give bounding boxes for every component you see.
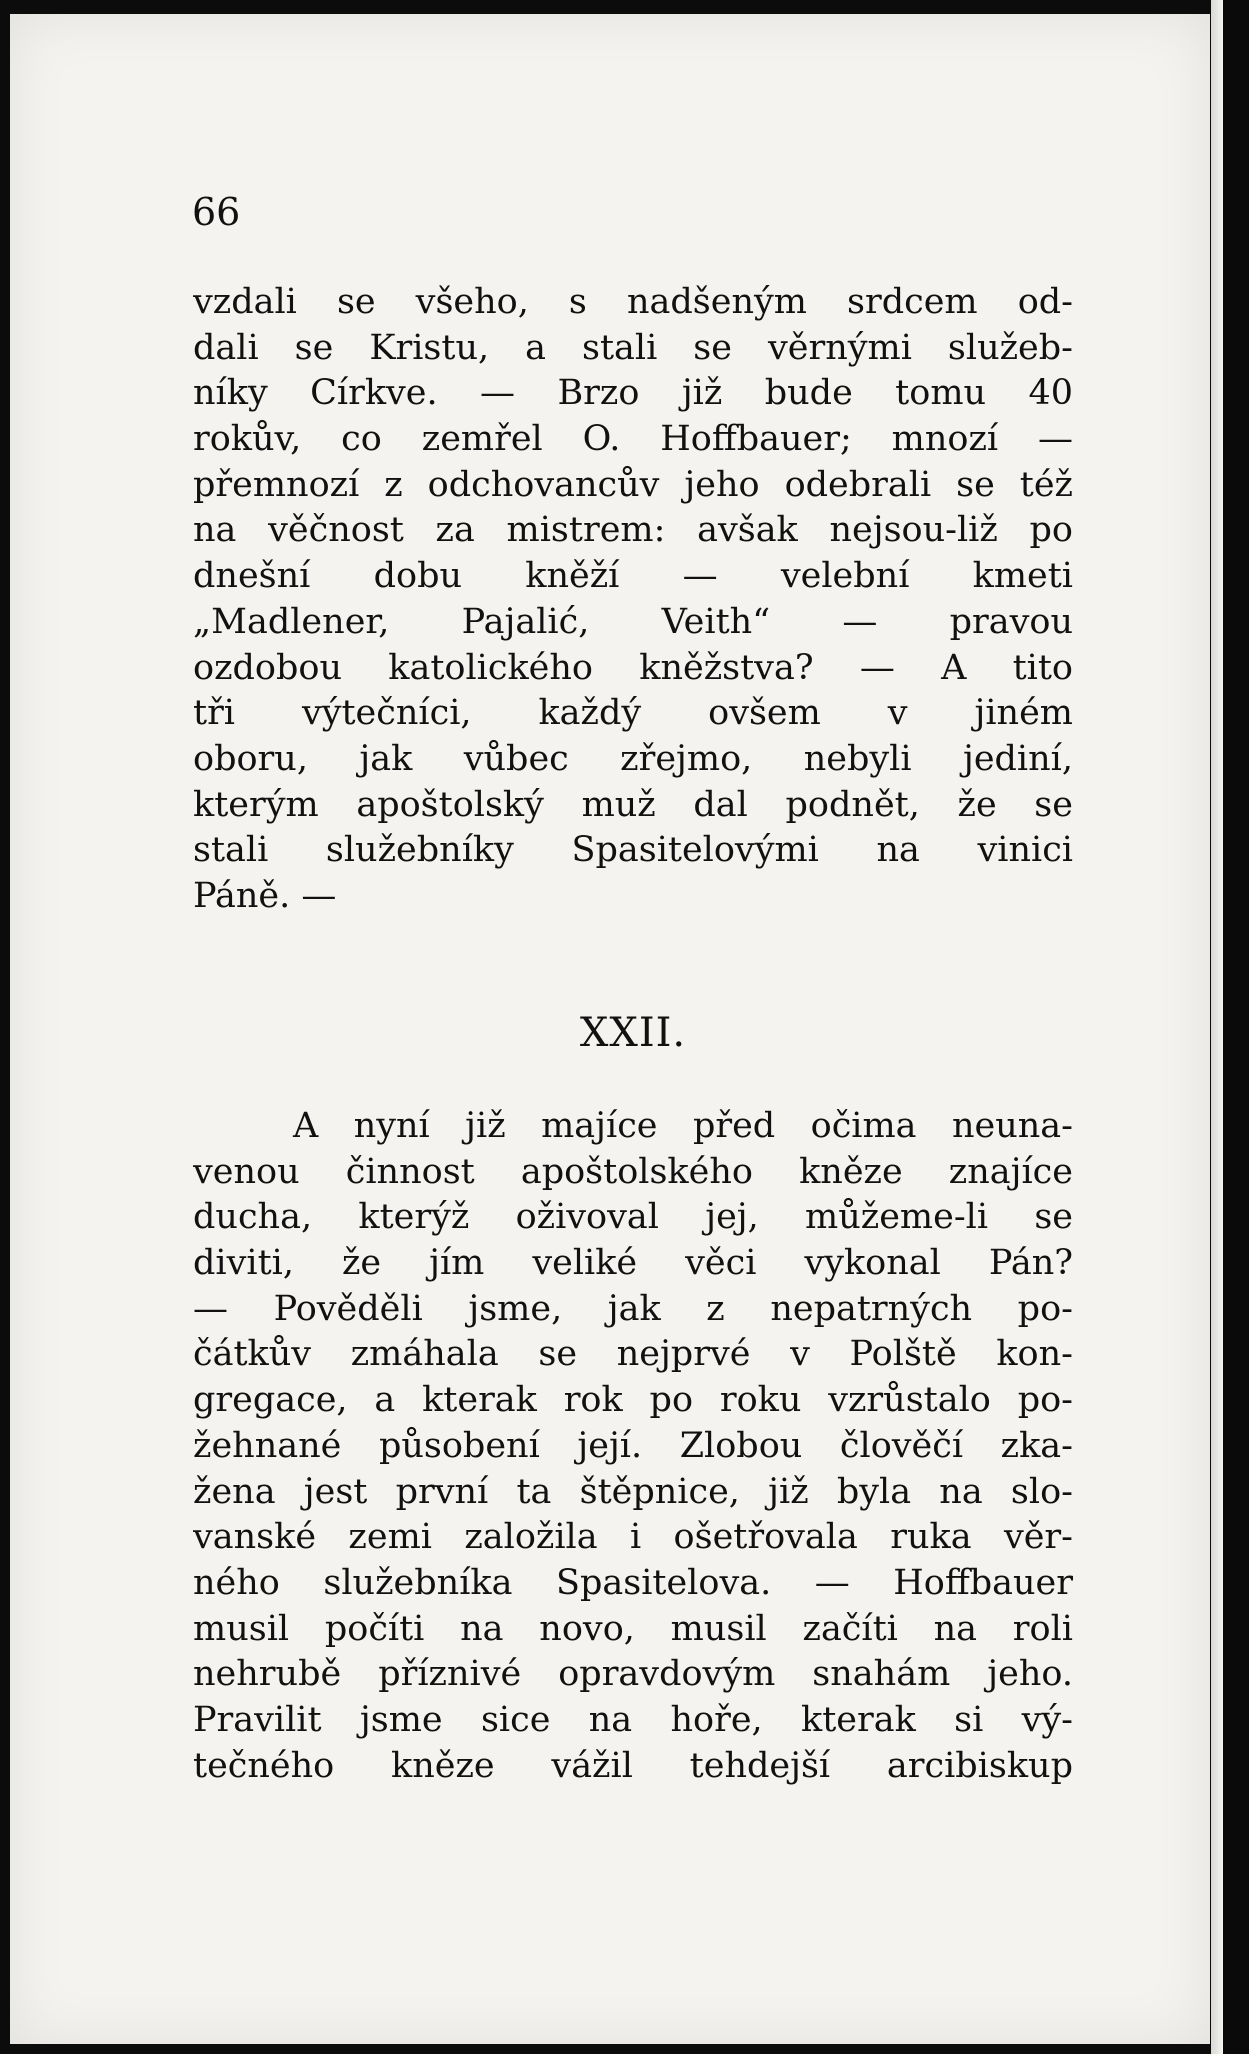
text-line: vanské zemi založila i ošetřovala ruka věr- — [193, 1517, 1073, 1558]
text-line: Páně. — — [193, 875, 337, 916]
text-line: musil počíti na novo, musil začíti na roli — [193, 1608, 1073, 1649]
text-line: nehrubě příznivé opravdovým snahám jeho. — [193, 1654, 1073, 1695]
text-line: stali služebníky Spasitelovými na vinici — [193, 830, 1073, 871]
text-line: Pravilit jsme sice na hoře, kterak si vý- — [193, 1699, 1073, 1740]
text-line: gregace, a kterak rok po roku vzrůstalo po- — [193, 1380, 1073, 1421]
text-line: ducha, kterýž oživoval jej, můžeme-li se — [193, 1197, 1073, 1238]
text-line: přemnozí z odchovancův jeho odebrali se též — [193, 464, 1073, 505]
text-line: níky Církve. — Brzo již bude tomu 40 — [193, 373, 1073, 414]
chapter-heading: XXII. — [579, 1010, 687, 1056]
text-line: rokův, co zemřel O. Hoffbauer; mnozí — — [193, 419, 1073, 460]
text-line: žehnané působení její. Zlobou člověčí zka- — [193, 1425, 1073, 1466]
text-line: čátkův zmáhala se nejprvé v Polště kon- — [193, 1334, 1073, 1375]
text-line: kterým apoštolský muž dal podnět, že se — [193, 784, 1073, 825]
text-line: tři výtečníci, každý ovšem v jiném — [193, 693, 1073, 734]
text-line: tečného kněze vážil tehdejší arcibiskup — [193, 1745, 1073, 1786]
scan-border — [1223, 0, 1249, 2054]
text-line: dnešní dobu kněží — velební kmeti — [193, 556, 1073, 597]
text-line: venou činnost apoštolského kněze znajíce — [193, 1151, 1073, 1192]
text-line: žena jest první ta štěpnice, již byla na slo- — [193, 1471, 1073, 1512]
text-line: — Pověděli jsme, jak z nepatrných po- — [193, 1288, 1073, 1329]
text-line: dali se Kristu, a stali se věrnými služeb- — [193, 327, 1073, 368]
text-line: ozdobou katolického kněžstva? — A tito — [193, 647, 1073, 688]
text-line: diviti, že jím veliké věci vykonal Pán? — [193, 1243, 1073, 1284]
page-edge-strip — [1211, 0, 1223, 2054]
text-line: oboru, jak vůbec zřejmo, nebyli jediní, — [193, 738, 1073, 779]
text-line: na věčnost za mistrem: avšak nejsou-liž po — [193, 510, 1073, 551]
paragraph-1 — [193, 280, 1073, 920]
paragraph-2 — [193, 1104, 1073, 1789]
text-line: ného služebníka Spasitelova. — Hoffbauer — [193, 1562, 1073, 1603]
text-line: „Madlener, Pajalić, Veith“ — pravou — [193, 601, 1073, 642]
text-line: A nyní již majíce před očima neuna- — [293, 1106, 1073, 1146]
text-line: vzdali se všeho, s nadšeným srdcem od- — [193, 282, 1073, 322]
page-number: 66 — [192, 190, 241, 234]
